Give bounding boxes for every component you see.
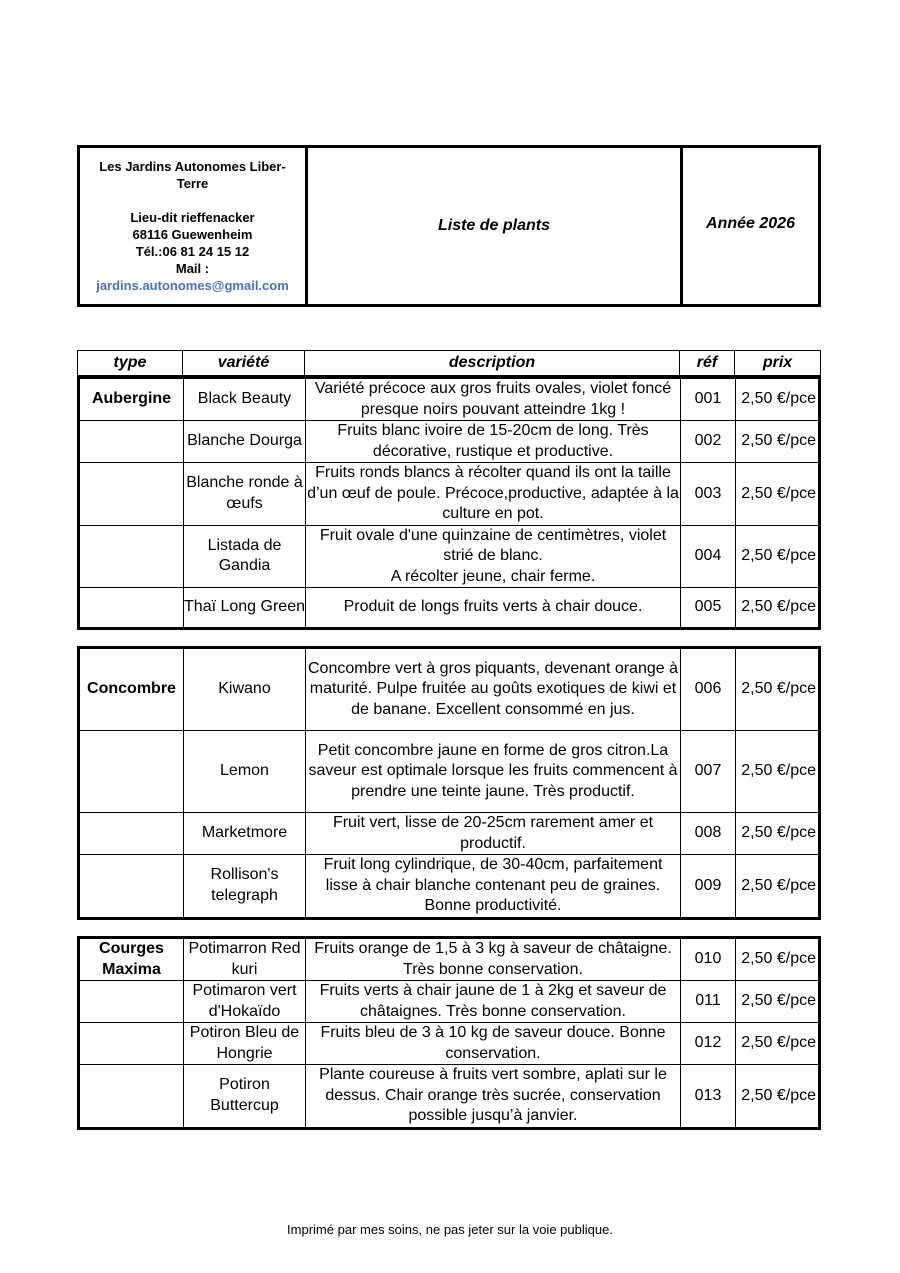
variety-cell: Lemon [184, 731, 306, 813]
variety-cell: Potimaron vert d'Hokaïdo [184, 981, 306, 1023]
table-row [79, 813, 820, 855]
type-cell [79, 463, 184, 526]
org-name-line1: Les Jardins Autonomes Liber- [99, 159, 286, 174]
ref-cell: 009 [681, 855, 736, 919]
type-cell [79, 1023, 184, 1065]
price-cell: 2,50 €/pce [736, 648, 820, 731]
ref-cell: 008 [681, 813, 736, 855]
description-line: A récolter jeune, chair ferme. [390, 567, 596, 585]
phone: Tél.:06 81 24 15 12 [135, 244, 250, 259]
table-row [79, 1023, 820, 1065]
mail-label: Mail : [175, 261, 210, 276]
type-cell [79, 731, 184, 813]
price-cell: 2,50 €/pce [736, 1065, 820, 1129]
type-cell [79, 1065, 184, 1129]
price-cell: 2,50 €/pce [736, 463, 820, 526]
type-cell [79, 981, 184, 1023]
price-cell: 2,50 €/pce [736, 981, 820, 1023]
variety-cell: Potiron Buttercup [184, 1065, 306, 1129]
description-cell: Fruits blanc ivoire de 15-20cm de long. Très décorative, rustique et productive. [306, 421, 681, 463]
type-cell: Concombre [79, 648, 184, 731]
description-line: Fruit ovale d'une quinzaine de centimètres, violet strié de blanc. [319, 526, 667, 564]
description-cell: Produit de longs fruits verts à chair douce. [306, 588, 681, 629]
type-cell [79, 421, 184, 463]
group-courges-maxima [77, 936, 821, 1130]
description-cell: Fruits verts à chair jaune de 1 à 2kg et saveur de châtaignes. Très bonne conservation. [306, 981, 681, 1023]
table-row [79, 421, 820, 463]
address-line1: Lieu-dit rieffenacker [130, 210, 255, 225]
table-row [79, 981, 820, 1023]
type-cell [79, 525, 184, 588]
ref-cell: 002 [681, 421, 736, 463]
ref-cell: 004 [681, 525, 736, 588]
type-cell: Aubergine [79, 378, 184, 421]
description-cell [306, 525, 681, 588]
variety-cell: Blanche Dourga [184, 421, 306, 463]
ref-cell: 006 [681, 648, 736, 731]
table-row [79, 648, 820, 731]
type-cell [79, 813, 184, 855]
document-title: Liste de plants [307, 147, 682, 306]
footer-note: Imprimé par mes soins, ne pas jeter sur la voie publique. [287, 1222, 613, 1237]
variety-cell: Potiron Bleu de Hongrie [184, 1023, 306, 1065]
table-row [79, 1065, 820, 1129]
description-cell: Fruit vert, lisse de 20-25cm rarement amer et productif. [306, 813, 681, 855]
price-cell: 2,50 €/pce [736, 813, 820, 855]
price-cell: 2,50 €/pce [736, 378, 820, 421]
table-row [79, 731, 820, 813]
table-row [79, 938, 820, 981]
table-row [79, 378, 820, 421]
col-ref: réf [680, 351, 735, 376]
price-cell: 2,50 €/pce [736, 938, 820, 981]
contact-block [79, 147, 307, 306]
description-cell: Variété précoce aux gros fruits ovales, violet foncé presque noirs pouvant atteindre 1kg ! [306, 378, 681, 421]
col-variety: variété [183, 351, 305, 376]
type-cell: Courges Maxima [79, 938, 184, 981]
ref-cell: 007 [681, 731, 736, 813]
group-aubergine [77, 376, 821, 630]
col-description: description [305, 351, 680, 376]
description-cell: Fruit long cylindrique, de 30-40cm, parfaitement lisse à chair blanche contenant peu de graines. Bonne productivité. [306, 855, 681, 919]
ref-cell: 012 [681, 1023, 736, 1065]
price-cell: 2,50 €/pce [736, 855, 820, 919]
description-cell: Fruits ronds blancs à récolter quand ils ont la taille d’un œuf de poule. Précoce,productive, adaptée à la culture en pot. [306, 463, 681, 526]
table-row [79, 463, 820, 526]
variety-cell: Rollison's telegraph [184, 855, 306, 919]
ref-cell: 011 [681, 981, 736, 1023]
ref-cell: 003 [681, 463, 736, 526]
variety-cell: Kiwano [184, 648, 306, 731]
price-cell: 2,50 €/pce [736, 1023, 820, 1065]
type-cell [79, 855, 184, 919]
table-row [79, 525, 820, 588]
table-row [79, 855, 820, 919]
group-concombre [77, 646, 821, 920]
org-name-line2: Terre [176, 176, 209, 191]
variety-cell: Marketmore [184, 813, 306, 855]
ref-cell: 005 [681, 588, 736, 629]
price-cell: 2,50 €/pce [736, 421, 820, 463]
email-link[interactable]: jardins.autonomes@gmail.com [96, 278, 289, 293]
description-cell: Petit concombre jaune en forme de gros citron.La saveur est optimale lorsque les fruits commencent à prendre une teinte jaune. Très productif. [306, 731, 681, 813]
description-cell: Fruits orange de 1,5 à 3 kg à saveur de châtaigne. Très bonne conservation. [306, 938, 681, 981]
type-cell [79, 588, 184, 629]
table-row [79, 588, 820, 629]
variety-cell: Listada de Gandia [184, 525, 306, 588]
address-line2: 68116 Guewenheim [132, 227, 253, 242]
price-cell: 2,50 €/pce [736, 731, 820, 813]
description-cell: Fruits bleu de 3 à 10 kg de saveur douce. Bonne conservation. [306, 1023, 681, 1065]
variety-cell: Black Beauty [184, 378, 306, 421]
col-type: type [78, 351, 183, 376]
header-box [77, 145, 821, 307]
description-cell: Plante coureuse à fruits vert sombre, aplati sur le dessus. Chair orange très sucrée, conservation possible jusqu’à janvier. [306, 1065, 681, 1129]
col-price: prix [735, 351, 821, 376]
ref-cell: 001 [681, 378, 736, 421]
ref-cell: 010 [681, 938, 736, 981]
price-cell: 2,50 €/pce [736, 588, 820, 629]
document-year: Année 2026 [682, 147, 820, 306]
column-headers [77, 350, 821, 376]
description-cell: Concombre vert à gros piquants, devenant orange à maturité. Pulpe fruitée au goûts exotiques de kiwi et de banane. Excellent consommé en jus. [306, 648, 681, 731]
variety-cell: Potimarron Red kuri [184, 938, 306, 981]
variety-cell: Blanche ronde à œufs [184, 463, 306, 526]
ref-cell: 013 [681, 1065, 736, 1129]
variety-cell: Thaï Long Green [184, 588, 306, 629]
price-cell: 2,50 €/pce [736, 525, 820, 588]
